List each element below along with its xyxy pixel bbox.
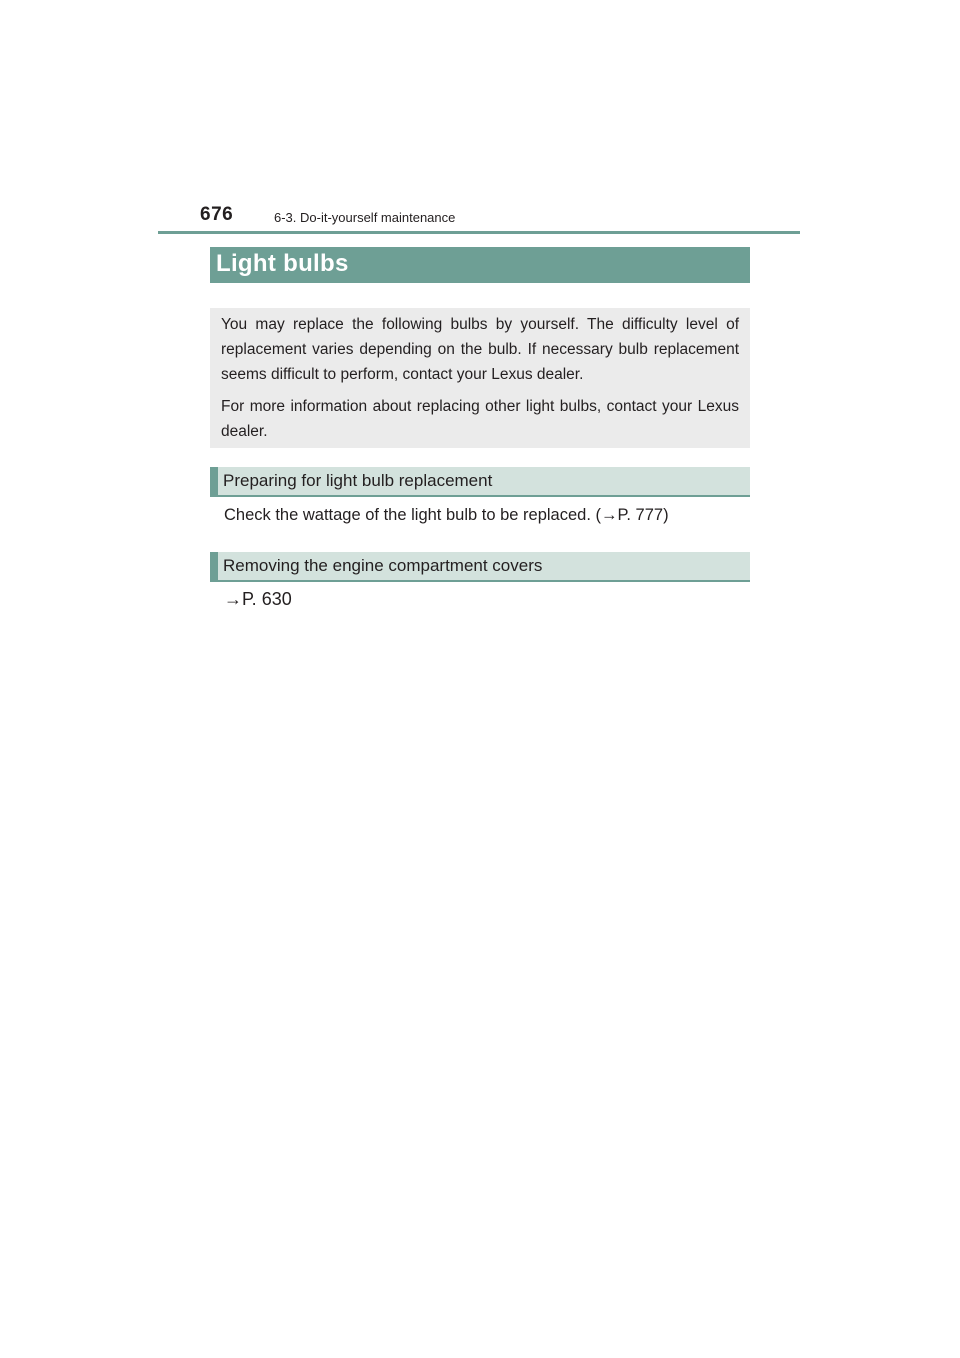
page-number: 676 (200, 204, 234, 225)
subhead-label: Preparing for light bulb replacement (223, 471, 493, 490)
intro-box (210, 308, 750, 448)
removing-text (224, 588, 292, 610)
page-reference-link[interactable]: P. 630 (242, 589, 292, 609)
subhead-label: Removing the engine compartment covers (223, 556, 543, 575)
body-text: ) (663, 506, 669, 524)
arrow-right-icon: → (601, 506, 618, 524)
page-header (158, 200, 800, 234)
subhead-removing (210, 552, 750, 582)
title-bar (210, 247, 750, 283)
subhead-preparing (210, 467, 750, 497)
intro-paragraph: You may replace the following bulbs by yourself. The difficulty level of replacement varies depending on the bulb. If necessary bulb replacement seems difficult to perform, contact your Lexus dealer. (221, 316, 739, 383)
body-text: Check the wattage of the light bulb to be replaced. ( (224, 506, 601, 524)
page-title: Light bulbs (216, 250, 349, 277)
page-reference-link[interactable]: P. 777 (617, 506, 664, 524)
arrow-right-icon: → (224, 589, 242, 609)
intro-paragraph: For more information about replacing other light bulbs, contact your Lexus dealer. (221, 398, 739, 440)
preparing-text (224, 504, 669, 526)
section-path: 6-3. Do-it-yourself maintenance (274, 210, 456, 225)
